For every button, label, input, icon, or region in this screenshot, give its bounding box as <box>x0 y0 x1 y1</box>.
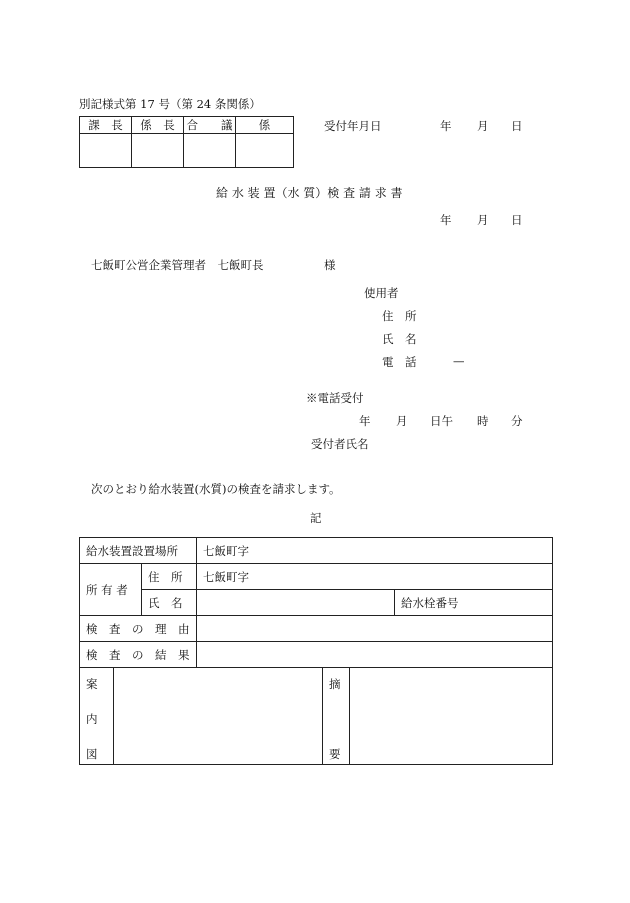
owner-name-label: 氏 名 <box>142 590 197 616</box>
summary-area[interactable] <box>350 668 553 765</box>
guide-map-label: 案 内 図 <box>80 668 114 765</box>
owner-name-value[interactable] <box>197 590 395 616</box>
owner-label: 所 有 者 <box>80 564 142 616</box>
approval-header-subsection-chief: 係 長 <box>132 117 184 134</box>
phone-reception-minute: 分 <box>511 414 523 428</box>
approval-stamp-box[interactable] <box>184 134 236 168</box>
approval-header-consultation: 合 議 <box>184 117 236 134</box>
reception-day: 日 <box>511 119 523 133</box>
inspection-reason-value[interactable] <box>197 616 553 642</box>
phone-reception-receiver: 受付者氏名 <box>311 437 369 451</box>
reception-month: 月 <box>477 119 489 133</box>
approval-stamp-box[interactable] <box>80 134 132 168</box>
date-day: 日 <box>511 213 523 227</box>
user-heading: 使用者 <box>364 286 399 300</box>
summary-label: 摘 要 <box>323 668 350 765</box>
addressee-honorific: 様 <box>324 258 336 272</box>
phone-reception-day-am: 日午 <box>430 414 453 428</box>
user-phone-label: 電 話 <box>382 355 417 369</box>
user-phone-dash: — <box>453 354 465 368</box>
approval-stamp-table <box>79 116 294 168</box>
guide-map-area[interactable] <box>114 668 323 765</box>
user-address-label: 住 所 <box>382 309 417 323</box>
inspection-result-label: 検 査 の 結 果 <box>80 642 197 668</box>
approval-stamp-box[interactable] <box>236 134 294 168</box>
date-year: 年 <box>440 213 452 227</box>
reception-date-label: 受付年月日 <box>324 119 382 133</box>
approval-stamp-box[interactable] <box>132 134 184 168</box>
reception-year: 年 <box>440 119 452 133</box>
phone-reception-year: 年 <box>359 414 371 428</box>
inspection-result-value[interactable] <box>197 642 553 668</box>
phone-reception-month: 月 <box>396 414 408 428</box>
request-text: 次のとおり給水装置(水質)の検査を請求します。 <box>91 482 341 496</box>
document-title: 給 水 装 置（水 質）検 査 請 求 書 <box>216 186 403 200</box>
approval-header-staff: 係 <box>236 117 294 134</box>
hydrant-number-label: 給水栓番号 <box>395 590 553 616</box>
install-place-label: 給水装置設置場所 <box>80 538 197 564</box>
owner-address-value[interactable]: 七飯町字 <box>197 564 553 590</box>
install-place-value[interactable]: 七飯町字 <box>197 538 553 564</box>
date-month: 月 <box>477 213 489 227</box>
form-code: 別記様式第 17 号（第 24 条関係） <box>79 97 261 111</box>
inspection-details-table <box>79 537 553 765</box>
user-name-label: 氏 名 <box>382 332 417 346</box>
phone-reception-heading: ※電話受付 <box>306 391 364 405</box>
phone-reception-hour: 時 <box>477 414 489 428</box>
approval-header-section-chief: 課 長 <box>80 117 132 134</box>
addressee-org: 七飯町公営企業管理者 七飯町長 <box>91 258 264 272</box>
owner-address-label: 住 所 <box>142 564 197 590</box>
ki-heading: 記 <box>310 511 322 525</box>
inspection-reason-label: 検 査 の 理 由 <box>80 616 197 642</box>
